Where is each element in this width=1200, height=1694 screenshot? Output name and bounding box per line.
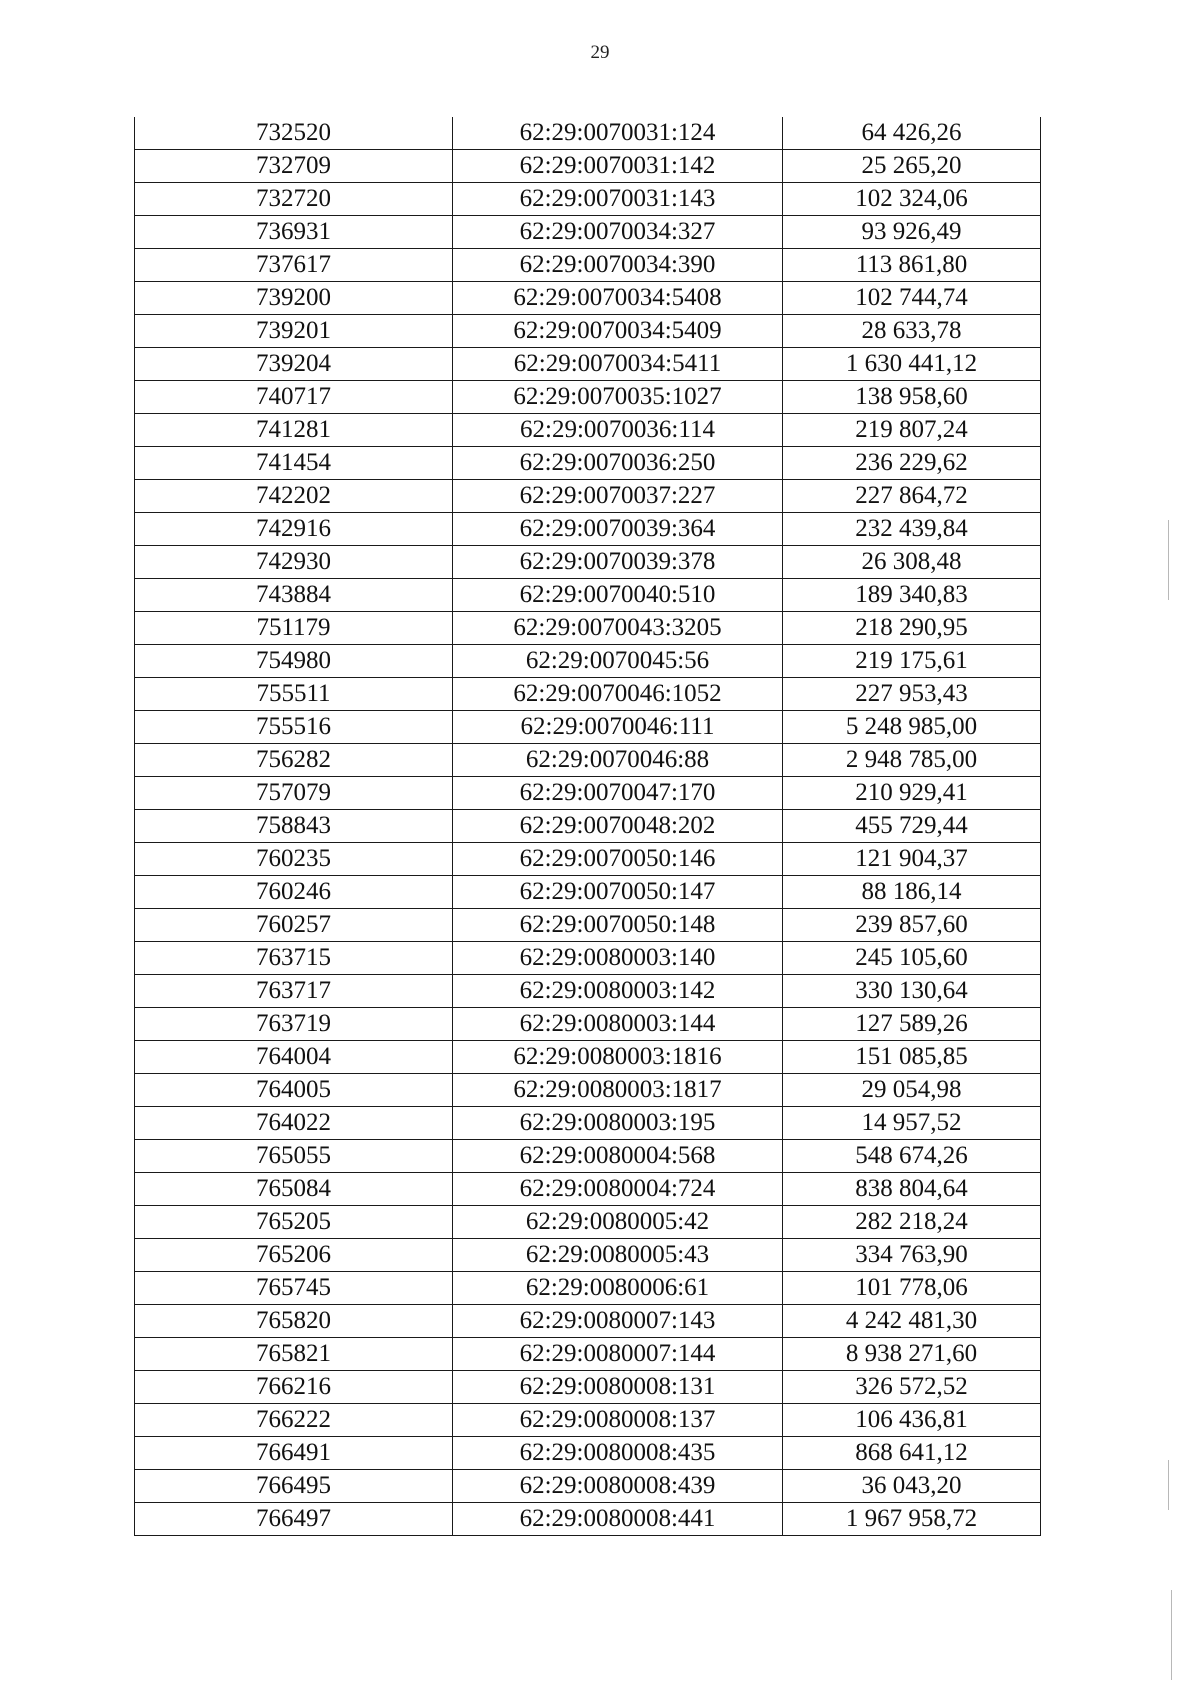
cadastral-number-cell: 62:29:0080003:144 bbox=[453, 1008, 783, 1041]
cadastral-number-cell: 62:29:0070045:56 bbox=[453, 645, 783, 678]
table-row bbox=[135, 315, 1041, 348]
object-id-cell: 740717 bbox=[135, 381, 453, 414]
cadastral-number-cell: 62:29:0070036:114 bbox=[453, 414, 783, 447]
scan-edge-mark bbox=[1168, 1460, 1169, 1510]
cadastral-number-cell: 62:29:0080008:435 bbox=[453, 1437, 783, 1470]
value-cell: 219 807,24 bbox=[783, 414, 1041, 447]
cadastral-number-cell: 62:29:0080008:131 bbox=[453, 1371, 783, 1404]
cadastral-number-cell: 62:29:0070031:143 bbox=[453, 183, 783, 216]
scan-edge-mark bbox=[1171, 1590, 1172, 1680]
value-cell: 2 948 785,00 bbox=[783, 744, 1041, 777]
cadastral-number-cell: 62:29:0080005:42 bbox=[453, 1206, 783, 1239]
object-id-cell: 742202 bbox=[135, 480, 453, 513]
value-cell: 8 938 271,60 bbox=[783, 1338, 1041, 1371]
value-cell: 330 130,64 bbox=[783, 975, 1041, 1008]
value-cell: 868 641,12 bbox=[783, 1437, 1041, 1470]
cadastral-number-cell: 62:29:0070043:3205 bbox=[453, 612, 783, 645]
cadastral-number-cell: 62:29:0070046:111 bbox=[453, 711, 783, 744]
table-row bbox=[135, 1503, 1041, 1536]
object-id-cell: 765820 bbox=[135, 1305, 453, 1338]
cadastral-number-cell: 62:29:0080005:43 bbox=[453, 1239, 783, 1272]
table-row bbox=[135, 480, 1041, 513]
object-id-cell: 758843 bbox=[135, 810, 453, 843]
cadastral-number-cell: 62:29:0070034:390 bbox=[453, 249, 783, 282]
object-id-cell: 766222 bbox=[135, 1404, 453, 1437]
table-body bbox=[135, 117, 1041, 1536]
table-row bbox=[135, 1239, 1041, 1272]
table-row bbox=[135, 513, 1041, 546]
value-cell: 25 265,20 bbox=[783, 150, 1041, 183]
table-row bbox=[135, 1338, 1041, 1371]
value-cell: 138 958,60 bbox=[783, 381, 1041, 414]
cadastral-number-cell: 62:29:0070039:378 bbox=[453, 546, 783, 579]
table-row bbox=[135, 546, 1041, 579]
object-id-cell: 766497 bbox=[135, 1503, 453, 1536]
object-id-cell: 742916 bbox=[135, 513, 453, 546]
table-row bbox=[135, 678, 1041, 711]
cadastral-number-cell: 62:29:0070034:5409 bbox=[453, 315, 783, 348]
cadastral-number-cell: 62:29:0080003:1817 bbox=[453, 1074, 783, 1107]
value-cell: 1 630 441,12 bbox=[783, 348, 1041, 381]
object-id-cell: 763719 bbox=[135, 1008, 453, 1041]
cadastral-number-cell: 62:29:0070040:510 bbox=[453, 579, 783, 612]
value-cell: 113 861,80 bbox=[783, 249, 1041, 282]
value-cell: 189 340,83 bbox=[783, 579, 1041, 612]
table-row bbox=[135, 1470, 1041, 1503]
value-cell: 326 572,52 bbox=[783, 1371, 1041, 1404]
table-row bbox=[135, 843, 1041, 876]
table-row bbox=[135, 1437, 1041, 1470]
value-cell: 151 085,85 bbox=[783, 1041, 1041, 1074]
object-id-cell: 739200 bbox=[135, 282, 453, 315]
cadastral-number-cell: 62:29:0070036:250 bbox=[453, 447, 783, 480]
table-row bbox=[135, 810, 1041, 843]
table-row bbox=[135, 216, 1041, 249]
table-row bbox=[135, 1107, 1041, 1140]
object-id-cell: 766216 bbox=[135, 1371, 453, 1404]
table-row bbox=[135, 282, 1041, 315]
object-id-cell: 765084 bbox=[135, 1173, 453, 1206]
value-cell: 29 054,98 bbox=[783, 1074, 1041, 1107]
cadastral-number-cell: 62:29:0080003:140 bbox=[453, 942, 783, 975]
cadastral-number-cell: 62:29:0080003:1816 bbox=[453, 1041, 783, 1074]
table-row bbox=[135, 612, 1041, 645]
cadastral-number-cell: 62:29:0080003:195 bbox=[453, 1107, 783, 1140]
cadastral-number-cell: 62:29:0070046:1052 bbox=[453, 678, 783, 711]
object-id-cell: 763715 bbox=[135, 942, 453, 975]
table-row bbox=[135, 942, 1041, 975]
object-id-cell: 755511 bbox=[135, 678, 453, 711]
value-cell: 88 186,14 bbox=[783, 876, 1041, 909]
object-id-cell: 741454 bbox=[135, 447, 453, 480]
value-cell: 4 242 481,30 bbox=[783, 1305, 1041, 1338]
object-id-cell: 736931 bbox=[135, 216, 453, 249]
table-row bbox=[135, 645, 1041, 678]
cadastral-number-cell: 62:29:0070031:142 bbox=[453, 150, 783, 183]
value-cell: 5 248 985,00 bbox=[783, 711, 1041, 744]
table-row bbox=[135, 909, 1041, 942]
object-id-cell: 765055 bbox=[135, 1140, 453, 1173]
cadastral-number-cell: 62:29:0070034:327 bbox=[453, 216, 783, 249]
cadastral-number-cell: 62:29:0070039:364 bbox=[453, 513, 783, 546]
cadastral-number-cell: 62:29:0070050:146 bbox=[453, 843, 783, 876]
object-id-cell: 742930 bbox=[135, 546, 453, 579]
value-cell: 245 105,60 bbox=[783, 942, 1041, 975]
cadastral-number-cell: 62:29:0080007:143 bbox=[453, 1305, 783, 1338]
table-row bbox=[135, 876, 1041, 909]
object-id-cell: 766491 bbox=[135, 1437, 453, 1470]
table-row bbox=[135, 1305, 1041, 1338]
value-cell: 1 967 958,72 bbox=[783, 1503, 1041, 1536]
value-cell: 239 857,60 bbox=[783, 909, 1041, 942]
value-cell: 101 778,06 bbox=[783, 1272, 1041, 1305]
table-row bbox=[135, 1206, 1041, 1239]
object-id-cell: 732709 bbox=[135, 150, 453, 183]
table-row bbox=[135, 1008, 1041, 1041]
value-cell: 36 043,20 bbox=[783, 1470, 1041, 1503]
object-id-cell: 732720 bbox=[135, 183, 453, 216]
object-id-cell: 741281 bbox=[135, 414, 453, 447]
value-cell: 127 589,26 bbox=[783, 1008, 1041, 1041]
value-cell: 26 308,48 bbox=[783, 546, 1041, 579]
value-cell: 14 957,52 bbox=[783, 1107, 1041, 1140]
object-id-cell: 764005 bbox=[135, 1074, 453, 1107]
value-cell: 28 633,78 bbox=[783, 315, 1041, 348]
value-cell: 121 904,37 bbox=[783, 843, 1041, 876]
value-cell: 227 864,72 bbox=[783, 480, 1041, 513]
object-id-cell: 760257 bbox=[135, 909, 453, 942]
object-id-cell: 751179 bbox=[135, 612, 453, 645]
cadastral-number-cell: 62:29:0070035:1027 bbox=[453, 381, 783, 414]
value-cell: 106 436,81 bbox=[783, 1404, 1041, 1437]
value-cell: 282 218,24 bbox=[783, 1206, 1041, 1239]
cadastral-number-cell: 62:29:0080008:439 bbox=[453, 1470, 783, 1503]
value-cell: 838 804,64 bbox=[783, 1173, 1041, 1206]
value-cell: 232 439,84 bbox=[783, 513, 1041, 546]
table-row bbox=[135, 381, 1041, 414]
cadastral-number-cell: 62:29:0070046:88 bbox=[453, 744, 783, 777]
table-row bbox=[135, 1140, 1041, 1173]
table-row bbox=[135, 348, 1041, 381]
cadastral-number-cell: 62:29:0070034:5411 bbox=[453, 348, 783, 381]
cadastral-number-cell: 62:29:0070050:148 bbox=[453, 909, 783, 942]
value-cell: 236 229,62 bbox=[783, 447, 1041, 480]
table-row bbox=[135, 1272, 1041, 1305]
object-id-cell: 739204 bbox=[135, 348, 453, 381]
object-id-cell: 755516 bbox=[135, 711, 453, 744]
cadastral-number-cell: 62:29:0080007:144 bbox=[453, 1338, 783, 1371]
object-id-cell: 756282 bbox=[135, 744, 453, 777]
table-row bbox=[135, 711, 1041, 744]
value-cell: 218 290,95 bbox=[783, 612, 1041, 645]
object-id-cell: 765821 bbox=[135, 1338, 453, 1371]
value-cell: 455 729,44 bbox=[783, 810, 1041, 843]
cadastral-number-cell: 62:29:0080004:568 bbox=[453, 1140, 783, 1173]
data-table bbox=[134, 117, 1041, 1536]
cadastral-number-cell: 62:29:0070047:170 bbox=[453, 777, 783, 810]
object-id-cell: 754980 bbox=[135, 645, 453, 678]
page-number: 29 bbox=[590, 42, 610, 63]
value-cell: 227 953,43 bbox=[783, 678, 1041, 711]
table-row bbox=[135, 1404, 1041, 1437]
value-cell: 548 674,26 bbox=[783, 1140, 1041, 1173]
object-id-cell: 760235 bbox=[135, 843, 453, 876]
table-row bbox=[135, 447, 1041, 480]
table-row bbox=[135, 1041, 1041, 1074]
cadastral-number-cell: 62:29:0080003:142 bbox=[453, 975, 783, 1008]
cadastral-number-cell: 62:29:0070031:124 bbox=[453, 117, 783, 150]
table-row bbox=[135, 744, 1041, 777]
table-row bbox=[135, 1074, 1041, 1107]
object-id-cell: 757079 bbox=[135, 777, 453, 810]
table-row bbox=[135, 975, 1041, 1008]
scan-edge-mark bbox=[1168, 520, 1169, 600]
object-id-cell: 763717 bbox=[135, 975, 453, 1008]
table-row bbox=[135, 777, 1041, 810]
object-id-cell: 743884 bbox=[135, 579, 453, 612]
cadastral-number-cell: 62:29:0080004:724 bbox=[453, 1173, 783, 1206]
object-id-cell: 765745 bbox=[135, 1272, 453, 1305]
cadastral-number-cell: 62:29:0080006:61 bbox=[453, 1272, 783, 1305]
object-id-cell: 764022 bbox=[135, 1107, 453, 1140]
table-row bbox=[135, 249, 1041, 282]
object-id-cell: 765205 bbox=[135, 1206, 453, 1239]
value-cell: 93 926,49 bbox=[783, 216, 1041, 249]
table-row bbox=[135, 183, 1041, 216]
table-row bbox=[135, 117, 1041, 150]
object-id-cell: 737617 bbox=[135, 249, 453, 282]
cadastral-number-cell: 62:29:0070050:147 bbox=[453, 876, 783, 909]
cadastral-number-cell: 62:29:0080008:137 bbox=[453, 1404, 783, 1437]
object-id-cell: 764004 bbox=[135, 1041, 453, 1074]
value-cell: 64 426,26 bbox=[783, 117, 1041, 150]
cadastral-number-cell: 62:29:0070034:5408 bbox=[453, 282, 783, 315]
value-cell: 102 324,06 bbox=[783, 183, 1041, 216]
object-id-cell: 766495 bbox=[135, 1470, 453, 1503]
value-cell: 219 175,61 bbox=[783, 645, 1041, 678]
table-row bbox=[135, 1371, 1041, 1404]
table-row bbox=[135, 414, 1041, 447]
cadastral-number-cell: 62:29:0080008:441 bbox=[453, 1503, 783, 1536]
table-row bbox=[135, 1173, 1041, 1206]
cadastral-number-cell: 62:29:0070037:227 bbox=[453, 480, 783, 513]
table-row bbox=[135, 579, 1041, 612]
value-cell: 210 929,41 bbox=[783, 777, 1041, 810]
object-id-cell: 732520 bbox=[135, 117, 453, 150]
value-cell: 334 763,90 bbox=[783, 1239, 1041, 1272]
cadastral-number-cell: 62:29:0070048:202 bbox=[453, 810, 783, 843]
object-id-cell: 760246 bbox=[135, 876, 453, 909]
object-id-cell: 739201 bbox=[135, 315, 453, 348]
value-cell: 102 744,74 bbox=[783, 282, 1041, 315]
object-id-cell: 765206 bbox=[135, 1239, 453, 1272]
table-row bbox=[135, 150, 1041, 183]
